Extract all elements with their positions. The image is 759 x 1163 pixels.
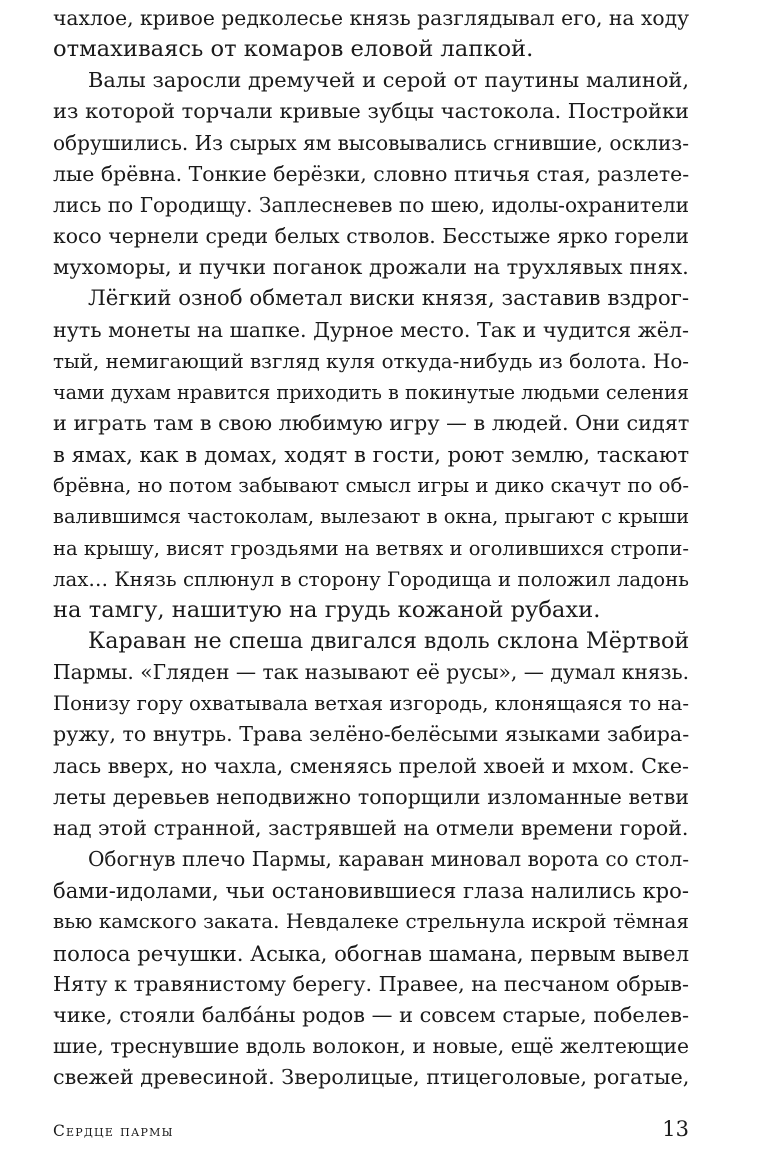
text-line: полоса речушки. Асыка, обогнав шамана, первым вывел — [53, 940, 690, 966]
text-line: косо чернели среди белых стволов. Бесстыже ярко горели — [53, 224, 689, 249]
text-line: Понизу гору охватывала ветхая изгородь, клонящаяся то на- — [53, 692, 689, 716]
text-line: тый, немигающий взгляд куля откуда-нибудь из болота. Но- — [53, 349, 689, 373]
text-line: валившимся частоколам, вылезают в окна, прыгают с крыши — [53, 505, 690, 529]
text-line: нуть монеты на шапке. Дурное место. Так и чудится жёл- — [53, 317, 689, 342]
text-line: леты деревьев неподвижно топорщили изломанные ветви — [53, 784, 689, 809]
text-line: мухоморы, и пучки поганок дрожали на трухлявых пнях. — [53, 255, 689, 280]
text-line: лах… Князь сплюнул в сторону Городища и положил ладонь — [53, 567, 689, 591]
running-footer-title: Сердце пармы — [53, 1122, 174, 1140]
text-line: брёвна, но потом забывают смысл игры и дико скачут по об- — [53, 474, 689, 498]
text-line: отмахиваясь от комаров еловой лапкой. — [53, 36, 534, 63]
text-line: чахлое, кривое редколесье князь разглядывал его, на ходу — [53, 6, 690, 30]
text-line: и играть там в свою любимую игру — в людей. Они сидят — [53, 410, 690, 435]
text-line: бами-идолами, чьи остановившиеся глаза налились кро- — [53, 878, 689, 904]
text-line: на крышу, висят гроздьями на ветвях и оголившихся стропи- — [53, 536, 689, 560]
text-line: свежей древесиной. Зверолицые, птицеголовые, рогатые, — [53, 1065, 690, 1090]
text-line: из которой торчали кривые зубцы частокола. Постройки — [53, 99, 689, 124]
text-line: ружу, то внутрь. Трава зелёно-белёсыми языками забира- — [53, 722, 690, 747]
text-line: на тамгу, нашитую на грудь кожаной рубахи. — [53, 596, 601, 623]
text-line: Лёгкий озноб обметал виски князя, заставив вздрог- — [88, 286, 690, 312]
text-line: в ямах, как в домах, ходят в гости, роют землю, таскают — [53, 442, 690, 468]
text-line: Пармы. «Гляден — так называют её русы», — думал князь. — [53, 660, 689, 685]
page-number: 13 — [662, 1117, 689, 1141]
text-line: лые брёвна. Тонкие берёзки, словно птичья стая, разлете- — [53, 161, 690, 186]
text-line: обрушились. Из сырых ям высовывались сгнившие, осклиз- — [53, 130, 689, 155]
text-line: Валы заросли дремучей и серой от паутины малиной, — [88, 68, 689, 93]
text-line: Караван не спеша двигался вдоль склона Мёртвой — [88, 628, 690, 654]
text-line: Обогнув плечо Пармы, караван миновал ворота со стол- — [88, 847, 689, 872]
text-line: над этой странной, застрявшей на отмели времени горой. — [53, 815, 689, 840]
text-line: чике, стояли балба́ны родов — и совсем старые, побелев- — [53, 1002, 690, 1027]
text-line: шие, треснувшие вдоль волокон, и новые, ещё желтеющие — [53, 1033, 689, 1058]
text-line: лись по Городищу. Заплесневев по шею, идолы-охранители — [53, 192, 689, 217]
text-line: лась вверх, но чахла, сменяясь прелой хвоей и мхом. Ске- — [53, 753, 689, 778]
text-line: чами духам нравится приходить в покинутые людьми селения — [53, 380, 689, 404]
text-line: Няту к травянистому берегу. Правее, на песчаном обрыв- — [53, 971, 689, 996]
text-line: вью камского заката. Невдалеке стрельнула искрой тёмная — [53, 910, 689, 934]
